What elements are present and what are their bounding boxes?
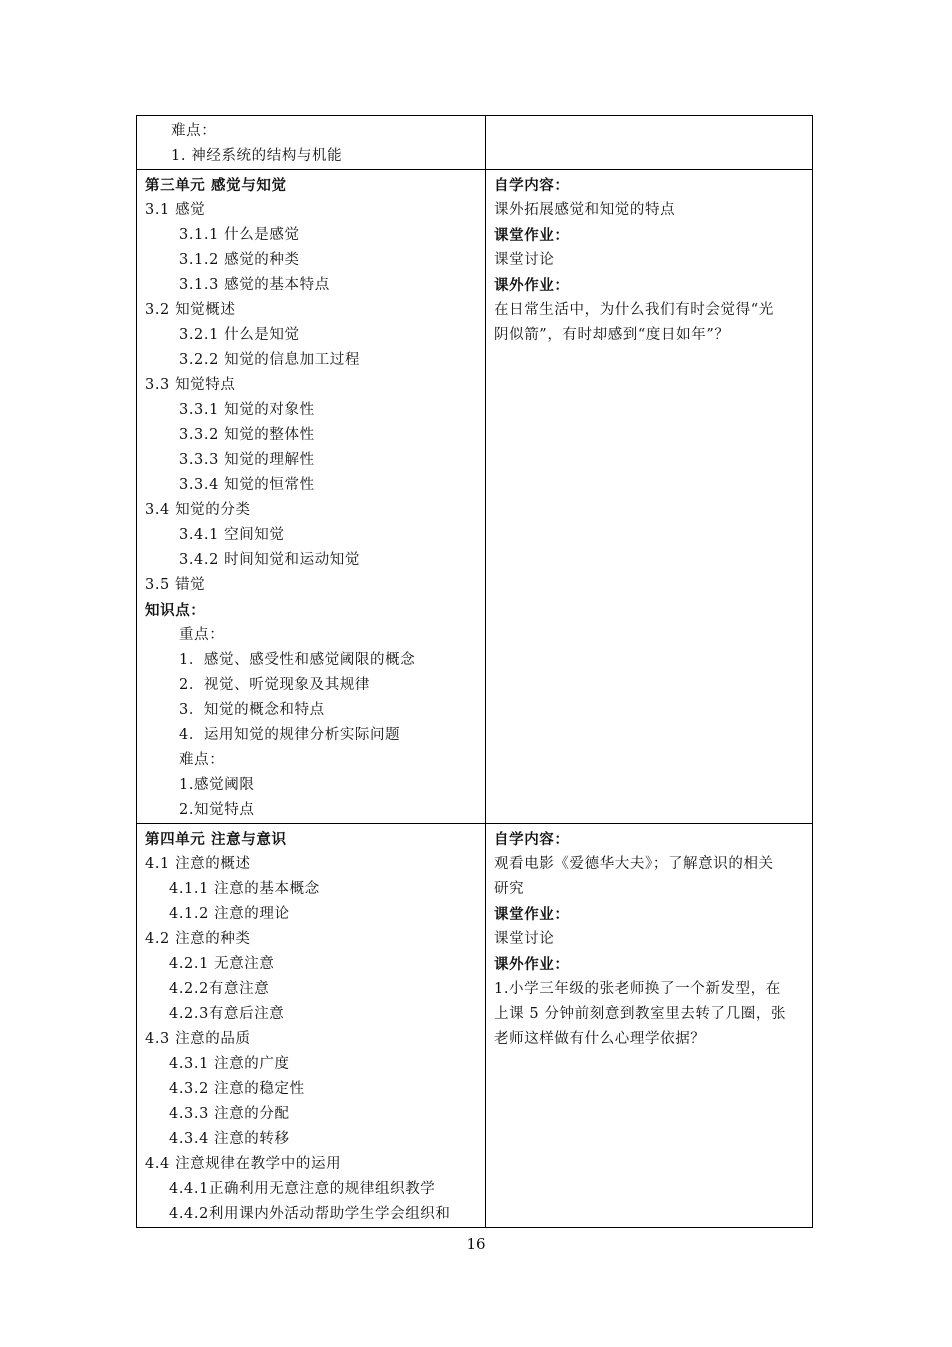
text-line: 4.1.1 注意的基本概念: [169, 881, 320, 897]
text-line: 4.3.3 注意的分配: [169, 1106, 290, 1122]
text-line: 2．视觉、听觉现象及其规律: [179, 677, 371, 693]
text-line: 在日常生活中，为什么我们有时会觉得“光: [494, 302, 774, 318]
text-line: 3.4.2 时间知觉和运动知觉: [179, 552, 361, 568]
section-heading: 知识点：: [145, 602, 206, 619]
section-heading: 第三单元 感觉与知觉: [145, 177, 287, 194]
text-line: 研究: [494, 881, 525, 897]
text-line: 3.1 感觉: [145, 202, 206, 218]
text-line: 3.2.1 什么是知觉: [179, 327, 300, 343]
page-number: 16: [466, 1235, 486, 1253]
text-line: 4.4 注意规律在教学中的运用: [145, 1156, 342, 1172]
text-line: 4.3.1 注意的广度: [169, 1056, 290, 1072]
text-line: 4.3.2 注意的稳定性: [169, 1081, 305, 1097]
unit-outline-cell: [137, 116, 486, 170]
text-line: 1.感觉阈限: [179, 777, 255, 793]
assignment-cell: [486, 170, 813, 824]
text-line: 课堂讨论: [494, 252, 555, 268]
text-line: 难点：: [179, 752, 225, 768]
text-line: 3.1.2 感觉的种类: [179, 252, 300, 268]
text-line: 3.5 错觉: [145, 577, 206, 593]
text-line: 课外拓展感觉和知觉的特点: [494, 202, 676, 218]
section-heading: 自学内容：: [494, 831, 570, 848]
text-line: 课堂讨论: [494, 931, 555, 947]
text-line: 老师这样做有什么心理学依据？: [494, 1031, 706, 1047]
table-row: [137, 824, 813, 1228]
text-line: 4.2.2有意注意: [169, 981, 270, 997]
text-line: 3.1.1 什么是感觉: [179, 227, 300, 243]
table-row: [137, 116, 813, 170]
text-line: 2.知觉特点: [179, 802, 255, 818]
text-line: 4.2 注意的种类: [145, 931, 251, 947]
syllabus-table: [136, 115, 813, 1228]
text-line: 3.3.1 知觉的对象性: [179, 402, 315, 418]
section-heading: 课外作业：: [494, 277, 570, 294]
text-line: 3．知觉的概念和特点: [179, 702, 325, 718]
text-line: 上课 5 分钟前刻意到教室里去转了几圈，张: [494, 1006, 787, 1022]
text-line: 3.4.1 空间知觉: [179, 527, 285, 543]
section-heading: 第四单元 注意与意识: [145, 831, 287, 848]
text-line: 1. 神经系统的结构与机能: [171, 148, 343, 164]
text-line: 1．感觉、感受性和感觉阈限的概念: [179, 652, 416, 668]
text-line: 3.1.3 感觉的基本特点: [179, 277, 330, 293]
text-line: 4.4.2利用课内外活动帮助学生学会组织和: [169, 1206, 451, 1222]
text-line: 3.3.2 知觉的整体性: [179, 427, 315, 443]
assignment-cell: [486, 116, 813, 170]
text-line: 1.小学三年级的张老师换了一个新发型，在: [494, 981, 781, 997]
text-line: 3.2 知觉概述: [145, 302, 236, 318]
text-line: 4.1.2 注意的理论: [169, 906, 290, 922]
text-line: 4.2.3有意后注意: [169, 1006, 285, 1022]
text-line: 4.4.1正确利用无意注意的规律组织教学: [169, 1181, 436, 1197]
text-line: 3.3.4 知觉的恒常性: [179, 477, 315, 493]
text-line: 观看电影《爱德华大夫》；了解意识的相关: [494, 856, 774, 872]
text-line: 3.3.3 知觉的理解性: [179, 452, 315, 468]
text-line: 阴似箭”，有时却感到“度日如年”？: [494, 327, 730, 343]
unit-outline-cell: [137, 170, 486, 824]
table-row: [137, 170, 813, 824]
section-heading: 课外作业：: [494, 956, 570, 973]
section-heading: 课堂作业：: [494, 227, 570, 244]
section-heading: 自学内容：: [494, 177, 570, 194]
unit-outline-cell: [137, 824, 486, 1228]
text-line: 4.3.4 注意的转移: [169, 1131, 290, 1147]
text-line: 4.3 注意的品质: [145, 1031, 251, 1047]
text-line: 3.3 知觉特点: [145, 377, 236, 393]
section-heading: 课堂作业：: [494, 906, 570, 923]
text-line: 4．运用知觉的规律分析实际问题: [179, 727, 401, 743]
text-line: 3.2.2 知觉的信息加工过程: [179, 352, 361, 368]
text-line: 4.1 注意的概述: [145, 856, 251, 872]
text-line: 4.2.1 无意注意: [169, 956, 275, 972]
text-line: 难点：: [171, 123, 217, 139]
text-line: 3.4 知觉的分类: [145, 502, 251, 518]
text-line: 重点：: [179, 627, 225, 643]
assignment-cell: [486, 824, 813, 1228]
